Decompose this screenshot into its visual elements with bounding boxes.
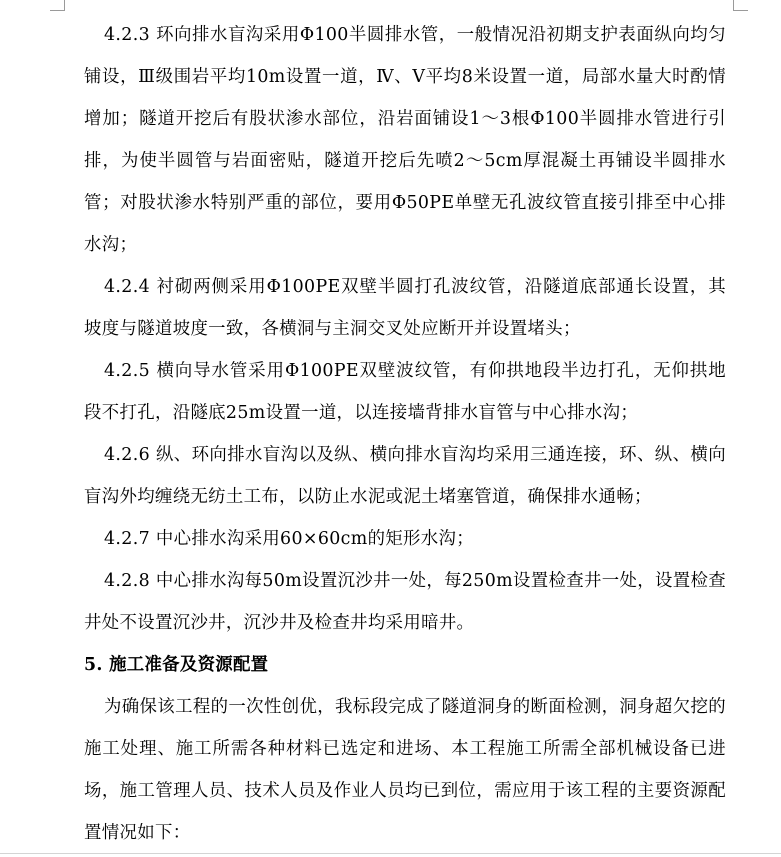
paragraph-4-2-5[interactable]: 4.2.5 横向导水管采用Φ100PE双壁波纹管，有仰拱地段半边打孔，无仰拱地段不打孔，沿隧底25m设置一道，以连接墙背排水盲管与中心排水沟； — [84, 361, 726, 423]
paragraph-4-2-7[interactable]: 4.2.7 中心排水沟采用60×60cm的矩形水沟； — [104, 529, 475, 549]
paragraph-4-2-4[interactable]: 4.2.4 衬砌两侧采用Φ100PE双壁半圆打孔波纹管，沿隧道底部通长设置，其坡度与隧道坡度一致，各横洞与主洞交叉处应断开并设置堵头； — [84, 277, 726, 339]
page-bottom-rule — [0, 853, 781, 854]
section-heading[interactable]: 5. 施工准备及资源配置 — [84, 655, 269, 675]
paragraph-4-2-6[interactable]: 4.2.6 纵、环向排水盲沟以及纵、横向排水盲沟均采用三通连接，环、纵、横向盲沟外均缠绕无纺土工布，以防止水泥或泥土堵塞管道，确保排水通畅； — [84, 445, 726, 507]
top-right-margin-mark — [733, 0, 748, 11]
section-paragraph[interactable]: 为确保该工程的一次性创优，我标段完成了隧道洞身的断面检测，洞身超欠挖的施工处理、施工所需各种材料已选定和进场、本工程施工所需全部机械设备已进场，施工管理人员、技术人员及作业人员均已到位，需应用于该工程的主要资源配置情况如下： — [84, 697, 726, 843]
document-body[interactable] — [84, 14, 726, 854]
paragraph-4-2-8[interactable]: 4.2.8 中心排水沟每50m设置沉沙井一处，每250m设置检查井一处，设置检查井处不设置沉沙井，沉沙井及检查井均采用暗井。 — [84, 571, 726, 633]
paragraph-4-2-3[interactable]: 4.2.3 环向排水盲沟采用Φ100半圆排水管，一般情况沿初期支护表面纵向均匀铺设，Ⅲ级围岩平均10m设置一道，Ⅳ、Ⅴ平均8米设置一道，局部水量大时酌情增加；隧道开挖后有股状渗水部位，沿岩面铺设1～3根Φ100半圆排水管进行引排，为使半圆管与岩面密贴，隧道开挖后先喷2～5cm厚混凝土再铺设半圆排水管；对股状渗水特别严重的部位，要用Φ50PE单壁无孔波纹管直接引排至中心排水沟； — [84, 25, 726, 255]
top-left-margin-mark — [50, 0, 65, 11]
